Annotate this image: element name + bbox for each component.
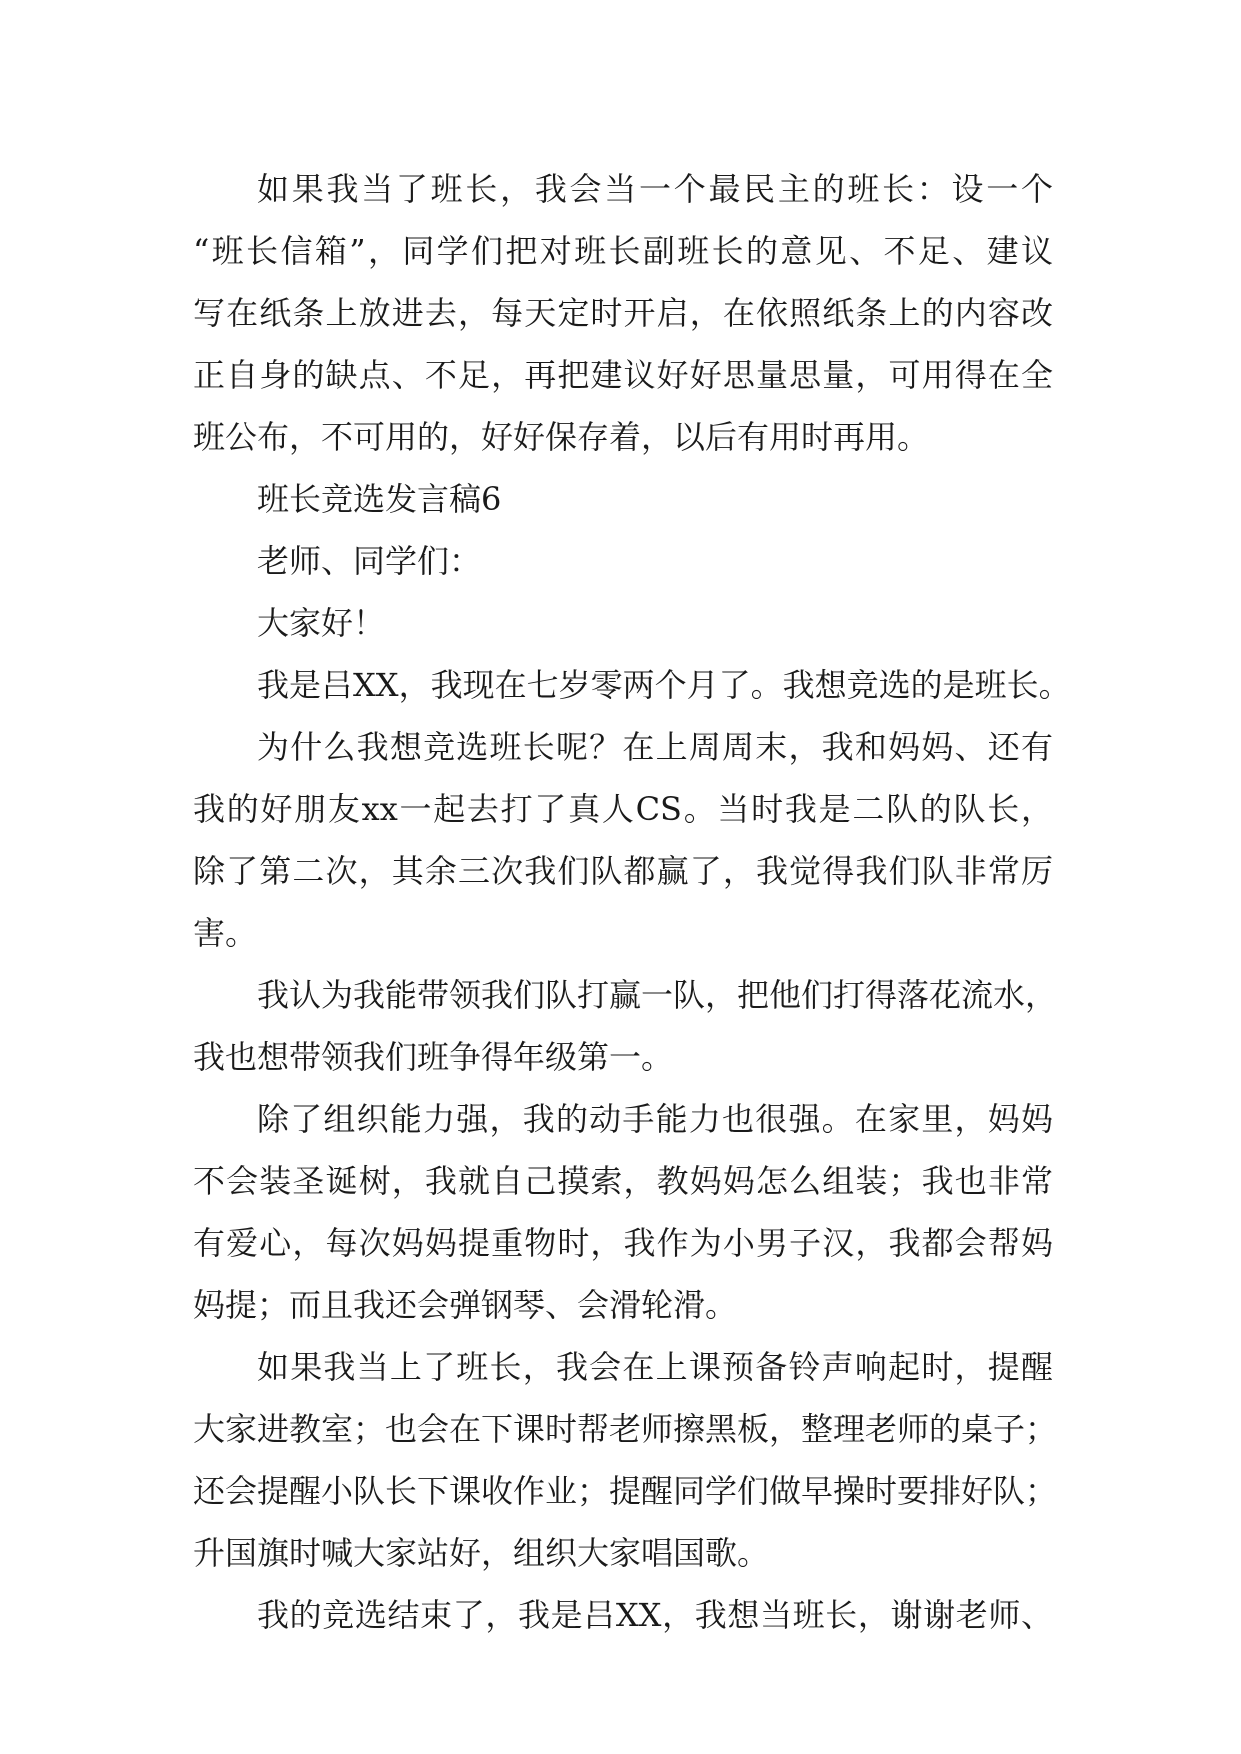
text-line: 妈提；而且我还会弹钢琴、会滑轮滑。 [193,1286,738,1324]
text-line: 除了组织能力强，我的动手能力也很强。在家里，妈妈 [257,1100,1053,1138]
text-line: 大家进教室；也会在下课时帮老师擦黑板，整理老师的桌子； [193,1410,1058,1448]
section-title: 班长竞选发言稿6 [257,480,502,518]
salutation: 老师、同学们： [257,542,482,580]
text-line: 写在纸条上放进去，每天定时开启，在依照纸条上的内容改 [193,294,1053,332]
text-line: 我是吕XX，我现在七岁零两个月了。我想竞选的是班长。 [257,666,1071,704]
text-line: 为什么我想竞选班长呢？在上周周末，我和妈妈、还有 [257,728,1053,766]
greeting: 大家好！ [257,604,386,642]
text-line: 不会装圣诞树，我就自己摸索，教妈妈怎么组装；我也非常 [193,1162,1053,1200]
text-line: 如果我当了班长，我会当一个最民主的班长：设一个 [257,170,1053,208]
text-line: 有爱心，每次妈妈提重物时，我作为小男子汉，我都会帮妈 [193,1224,1053,1262]
text-line: 除了第二次，其余三次我们队都赢了，我觉得我们队非常厉 [193,852,1053,890]
text-line: “班长信箱”，同学们把对班长副班长的意见、不足、建议 [193,232,1053,270]
text-line: 升国旗时喊大家站好，组织大家唱国歌。 [193,1534,770,1572]
document-body [193,158,1071,1646]
text-line: 我认为我能带领我们队打赢一队，把他们打得落花流水， [257,976,1058,1014]
text-line: 我的竞选结束了，我是吕XX，我想当班长，谢谢老师、 [257,1596,1053,1634]
text-line: 如果我当上了班长，我会在上课预备铃声响起时，提醒 [257,1348,1053,1386]
text-line: 正自身的缺点、不足，再把建议好好思量思量，可用得在全 [193,356,1053,394]
text-line: 还会提醒小队长下课收作业；提醒同学们做早操时要排好队； [193,1472,1058,1510]
text-line: 害。 [193,914,258,952]
text-line: 我也想带领我们班争得年级第一。 [193,1038,674,1076]
text-line: 我的好朋友xx一起去打了真人CS。当时我是二队的队长， [193,790,1053,828]
text-line: 班公布，不可用的，好好保存着，以后有用时再用。 [193,418,930,456]
